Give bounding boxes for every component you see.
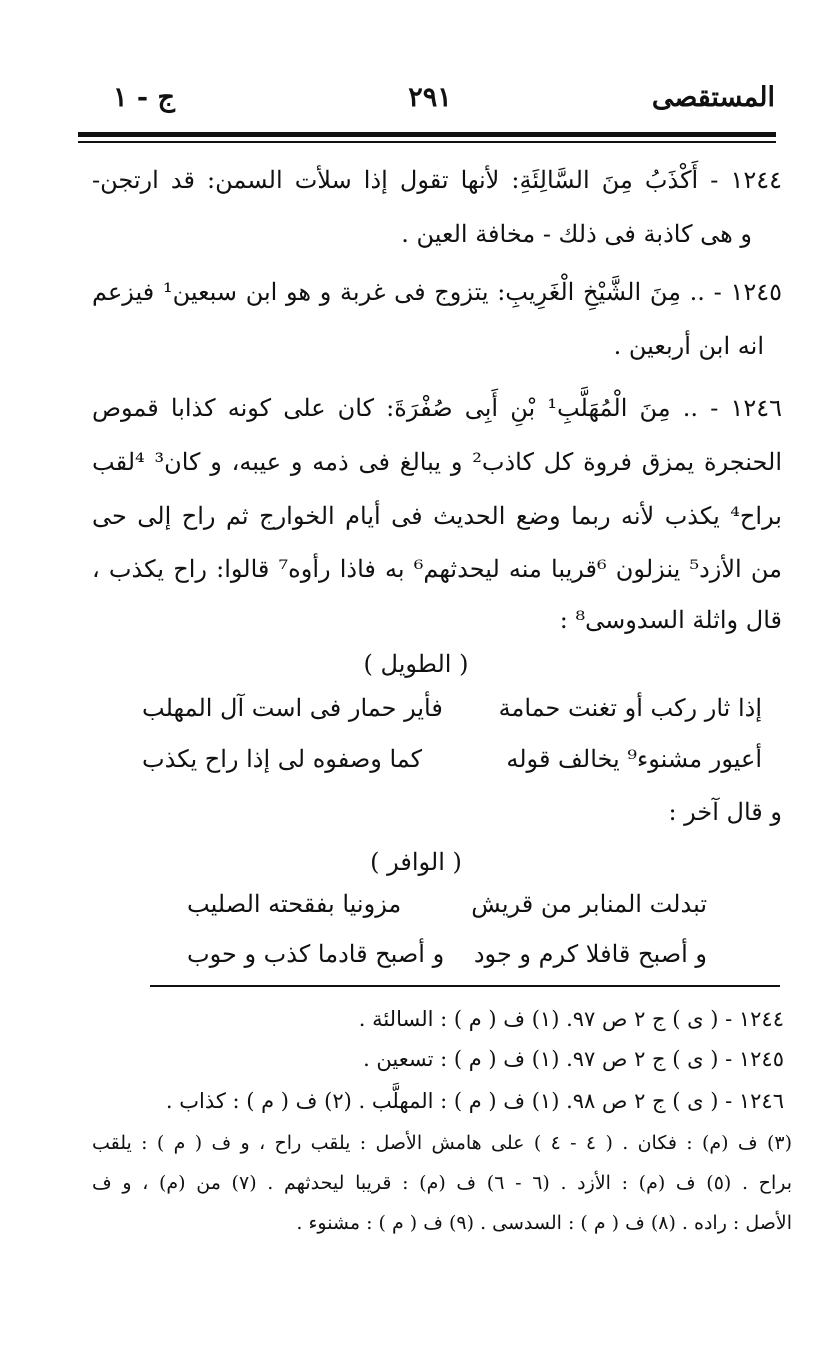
and-another-said: و قال آخر : xyxy=(668,798,782,826)
hemistich: إذا ثار ركب أو تغنت حمامة xyxy=(498,694,762,722)
entry-1245-line-2: انه ابن أربعين . xyxy=(613,332,764,360)
entry-1246-line-2: الحنجرة يمزق فروة كل كاذب² و يبالغ فى ذمه و عيبه، و كان³ ⁴لقب xyxy=(92,448,782,476)
book-title: المستقصى xyxy=(651,82,775,113)
poem-1-meter: ( الطويل ) xyxy=(363,650,469,678)
hemistich: كما وصفوه لى إذا راح يكذب xyxy=(142,745,423,773)
poem-2-verse-2 xyxy=(187,932,707,976)
poem-1-verse-1 xyxy=(142,686,762,730)
hemistich: و أصبح قادما كذب و حوب xyxy=(187,940,445,968)
hemistich: فأير حمار فى است آل المهلب xyxy=(142,694,443,722)
volume-label: ج - ١ xyxy=(113,82,175,113)
footnote-line-6: الأصل : راده . (٨) ف ( م ) : السدسى . (٩) ف ( م ) : مشنوء . xyxy=(296,1212,792,1234)
hemistich: أعيور مشنوء⁹ يخالف قوله xyxy=(506,745,762,773)
header-rule-thin xyxy=(78,141,776,143)
footnote-rule xyxy=(150,985,780,987)
header-rule-thick xyxy=(78,132,776,137)
entry-1246-line-4: من الأزد⁵ ينزلون ⁶قريبا منه ليحدثهم⁶ به فاذا رأوه⁷ قالوا: راح يكذب ، xyxy=(92,555,782,583)
footnote-1245: ١٢٤٥ - ( ى ) ج ٢ ص ٩٧. (١) ف ( م ) : تسعين . xyxy=(363,1047,784,1071)
page-header xyxy=(85,82,775,126)
entry-1244-line-2: و هى كاذبة فى ذلك - مخافة العين . xyxy=(401,220,752,248)
entry-1246-line-5: قال واثلة السدوسى⁸ : xyxy=(559,606,782,634)
footnote-line-5: براح . (٥) ف (م) : الأزد . (٦ - ٦) ف (م) : قريبا ليحدثهم . (٧) من (م) ، و ف xyxy=(92,1172,792,1194)
entry-1246-line-1: ١٢٤٦ - .. مِنَ الْمُهَلَّبِ¹ بْنِ أَبِى صُفْرَةَ: كان على كونه كذابا قموص xyxy=(92,394,783,422)
poem-2-verse-1 xyxy=(187,882,707,926)
poem-1-verse-2 xyxy=(142,737,762,781)
entry-1246-line-3: براح⁴ يكذب لأنه ربما وضع الحديث فى أيام الخوارج ثم راح إلى حى xyxy=(92,502,782,530)
footnote-line-4: (٣) ف (م) : فكان . ( ٤ - ٤ ) على هامش الأصل : يلقب راح ، و ف ( م ) : يلقب xyxy=(92,1132,793,1154)
hemistich: و أصبح قافلا كرم و جود xyxy=(473,940,707,968)
entry-1245-line-1: ١٢٤٥ - .. مِنَ الشَّيْخِ الْغَرِيبِ: يتزوج فى غربة و هو ابن سبعين¹ فيزعم xyxy=(92,278,782,306)
footnote-1246: ١٢٤٦ - ( ى ) ج ٢ ص ٩٨. (١) ف ( م ) : المهلَّب . (٢) ف ( م ) : كذاب . xyxy=(165,1089,784,1113)
entry-1244-line-1: ١٢٤٤ - أَكْذَبُ مِنَ السَّالِئَةِ: لأنها تقول إذا سلأت السمن: قد ارتجن- xyxy=(92,166,782,194)
hemistich: مزونيا بفقحته الصليب xyxy=(187,890,402,918)
hemistich: تبدلت المنابر من قريش xyxy=(471,890,707,918)
footnote-1244: ١٢٤٤ - ( ى ) ج ٢ ص ٩٧. (١) ف ( م ) : السالئة . xyxy=(358,1007,784,1031)
page-number: ٢٩١ xyxy=(408,82,452,113)
poem-2-meter: ( الوافر ) xyxy=(370,848,462,876)
